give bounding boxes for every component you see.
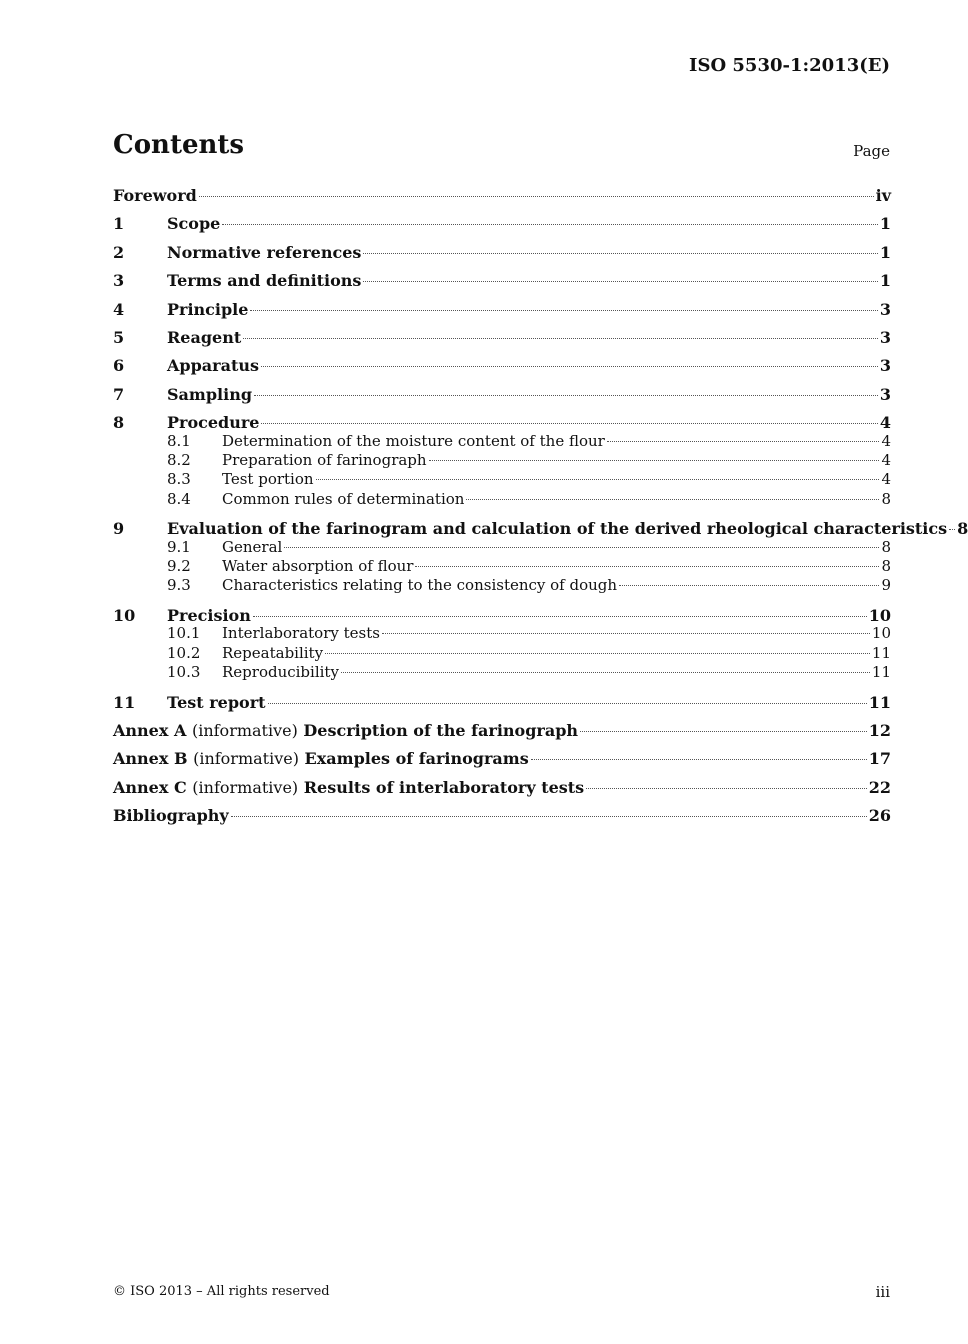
toc-entry-precision[interactable]: [113, 605, 891, 624]
toc-entry-procedure[interactable]: [113, 412, 891, 431]
toc-entry-title: Principle: [167, 299, 249, 319]
toc-entry-page: 3: [879, 356, 891, 376]
toc-entry-number: 9.1: [167, 537, 191, 556]
toc-entry-page: 1: [879, 271, 891, 291]
toc-subentry-10-2[interactable]: [113, 644, 891, 663]
toc-entry-page: 1: [879, 242, 891, 262]
dot-leader: [268, 703, 867, 704]
toc-entry-title: Test portion: [222, 470, 314, 489]
toc-entry-title: Determination of the moisture content of the flour: [222, 431, 605, 450]
toc-entry-number: 9: [113, 519, 125, 539]
toc-entry-title: Precision: [167, 605, 251, 625]
page-column-label: Page: [853, 142, 890, 160]
dot-leader: [325, 653, 870, 654]
toc-entry-number: 8.3: [167, 470, 191, 489]
dot-leader: [531, 759, 867, 760]
toc-entry-title: Normative references: [167, 242, 362, 262]
toc-entry-number: 10: [113, 605, 136, 625]
toc-entry-number: 9.3: [167, 576, 191, 595]
toc-entry-page: 22: [868, 777, 891, 797]
toc-entry-number: 1: [113, 214, 125, 234]
dot-leader: [429, 460, 880, 461]
dot-leader: [316, 479, 880, 480]
toc-entry-bibliography[interactable]: [113, 805, 891, 833]
footer-page-number: iii: [875, 1283, 890, 1301]
dot-leader: [341, 672, 870, 673]
toc-entry-title: Reagent: [167, 327, 242, 347]
toc-entry-number: 11: [113, 692, 136, 712]
document-id: ISO 5530-1:2013(E): [689, 55, 890, 76]
toc-entry-page: 4: [881, 470, 891, 489]
annex-type: (informative): [191, 720, 298, 740]
dot-leader: [949, 529, 955, 530]
toc-entry-title: Scope: [167, 214, 221, 234]
dot-leader: [254, 395, 878, 396]
dot-leader: [607, 441, 880, 442]
toc-entry-page: 11: [871, 663, 891, 682]
dot-leader: [382, 633, 870, 634]
toc-subentry-9-3[interactable]: [113, 576, 891, 605]
annex-label: Annex B: [113, 749, 188, 769]
toc-subentry-8-4[interactable]: [113, 490, 891, 519]
toc-entry-page: 10: [871, 624, 891, 643]
toc-subentry-10-1[interactable]: [113, 624, 891, 643]
toc-entry-title: [113, 777, 584, 799]
dot-leader: [363, 281, 877, 282]
toc-entry-number: 2: [113, 242, 125, 262]
toc-entry-number: 10.3: [167, 663, 201, 682]
toc-entry-title: Terms and definitions: [167, 271, 362, 291]
toc-entry-title: Repeatability: [222, 643, 324, 662]
toc-entry-page: 8: [881, 489, 891, 508]
annex-label: Annex C: [113, 777, 187, 797]
toc-entry-number: 8.2: [167, 450, 191, 469]
toc-entry-page: 4: [881, 431, 891, 450]
dot-leader: [199, 196, 874, 197]
toc-entry-title: [113, 720, 578, 742]
dot-leader: [586, 788, 867, 789]
toc-entry-page: 12: [868, 720, 891, 740]
toc-entry-title: Apparatus: [167, 356, 259, 376]
toc-entry-title: Water absorption of flour: [222, 556, 414, 575]
toc-entry-foreword[interactable]: [113, 185, 891, 213]
toc-subentry-8-3[interactable]: [113, 470, 891, 489]
dot-leader: [250, 310, 877, 311]
toc-entry-title: Sampling: [167, 384, 253, 404]
toc-entry-page: 11: [871, 643, 891, 662]
dot-leader: [261, 423, 877, 424]
toc-entry-page: 4: [881, 450, 891, 469]
toc-entry-title: Evaluation of the farinogram and calculation of the derived rheological characteristics: [167, 519, 948, 539]
toc-entry-page: 8: [881, 556, 891, 575]
toc-entry-page: 9: [881, 576, 891, 595]
toc-entry-test-report[interactable]: [113, 692, 891, 720]
dot-leader: [466, 499, 879, 500]
annex-title: Results of interlaboratory tests: [303, 777, 585, 797]
toc-entry-page: 3: [879, 384, 891, 404]
toc-entry-title: General: [222, 537, 283, 556]
dot-leader: [363, 253, 877, 254]
toc-entry-page: 8: [881, 537, 891, 556]
toc-entry-annex-c[interactable]: [113, 777, 891, 805]
toc-entry-title: Bibliography: [113, 806, 229, 826]
toc-subentry-10-3[interactable]: [113, 663, 891, 692]
footer-copyright: © ISO 2013 – All rights reserved: [113, 1284, 330, 1299]
toc-entry-page: 3: [879, 299, 891, 319]
annex-type: (informative): [193, 749, 299, 769]
toc-entry-page: 11: [868, 692, 891, 712]
toc-entry-page: iv: [875, 186, 891, 205]
toc-entry-page: 3: [879, 327, 891, 347]
dot-leader: [284, 547, 879, 548]
toc-subentry-8-1[interactable]: [113, 432, 891, 451]
toc-entry-normative-references[interactable]: [113, 242, 891, 270]
toc-entry-title: Preparation of farinograph: [222, 450, 427, 469]
toc-entry-number: 5: [113, 327, 125, 347]
toc-entry-number: 7: [113, 384, 125, 404]
toc-subentry-9-2[interactable]: [113, 557, 891, 576]
toc-entry-annex-b[interactable]: [113, 748, 891, 776]
toc-entry-sampling[interactable]: [113, 384, 891, 412]
dot-leader: [415, 566, 879, 567]
toc-entry-number: 8.4: [167, 489, 191, 508]
toc-entry-number: 8.1: [167, 431, 191, 450]
toc-entry-page: 10: [868, 605, 891, 625]
toc-subentry-9-1[interactable]: [113, 538, 891, 557]
toc-entry-page: 4: [879, 413, 891, 433]
toc-entry-number: 4: [113, 299, 125, 319]
toc-subentry-8-2[interactable]: [113, 451, 891, 470]
toc-entry-title: Foreword: [113, 186, 197, 205]
dot-leader: [253, 616, 867, 617]
toc-entry-terms-and-definitions[interactable]: [113, 270, 891, 298]
annex-label: Annex A: [113, 720, 187, 740]
toc-entry-title: Procedure: [167, 413, 260, 433]
dot-leader: [580, 731, 867, 732]
toc-entry-number: 8: [113, 413, 125, 433]
toc-entry-title: [113, 748, 529, 770]
toc-entry-scope[interactable]: [113, 213, 891, 241]
toc-entry-number: 6: [113, 356, 125, 376]
dot-leader: [222, 224, 878, 225]
table-of-contents: [113, 185, 968, 833]
toc-entry-evaluation[interactable]: [113, 518, 968, 539]
toc-entry-title: Interlaboratory tests: [222, 624, 380, 643]
toc-entry-page: 26: [868, 806, 891, 826]
toc-entry-number: 3: [113, 271, 125, 291]
annex-title: Description of the farinograph: [303, 720, 579, 740]
toc-entry-number: 10.2: [167, 643, 201, 662]
toc-entry-number: 10.1: [167, 624, 201, 643]
dot-leader: [243, 338, 878, 339]
toc-entry-annex-a[interactable]: [113, 720, 891, 748]
dot-leader: [261, 366, 878, 367]
toc-entry-apparatus[interactable]: [113, 355, 891, 383]
annex-type: (informative): [192, 777, 299, 797]
toc-entry-title: Common rules of determination: [222, 489, 465, 508]
dot-leader: [619, 585, 879, 586]
toc-entry-principle[interactable]: [113, 299, 891, 327]
toc-entry-title: Test report: [167, 692, 266, 712]
toc-entry-title: Reproducibility: [222, 663, 339, 682]
dot-leader: [231, 816, 867, 817]
toc-entry-title: Characteristics relating to the consistency of dough: [222, 576, 618, 595]
toc-entry-page: 1: [879, 214, 891, 234]
toc-entry-number: 9.2: [167, 556, 191, 575]
annex-title: Examples of farinograms: [304, 749, 529, 769]
page-title: Contents: [113, 130, 245, 160]
toc-entry-page: 17: [868, 749, 891, 769]
toc-entry-page: 8: [957, 519, 968, 539]
toc-entry-reagent[interactable]: [113, 327, 891, 355]
